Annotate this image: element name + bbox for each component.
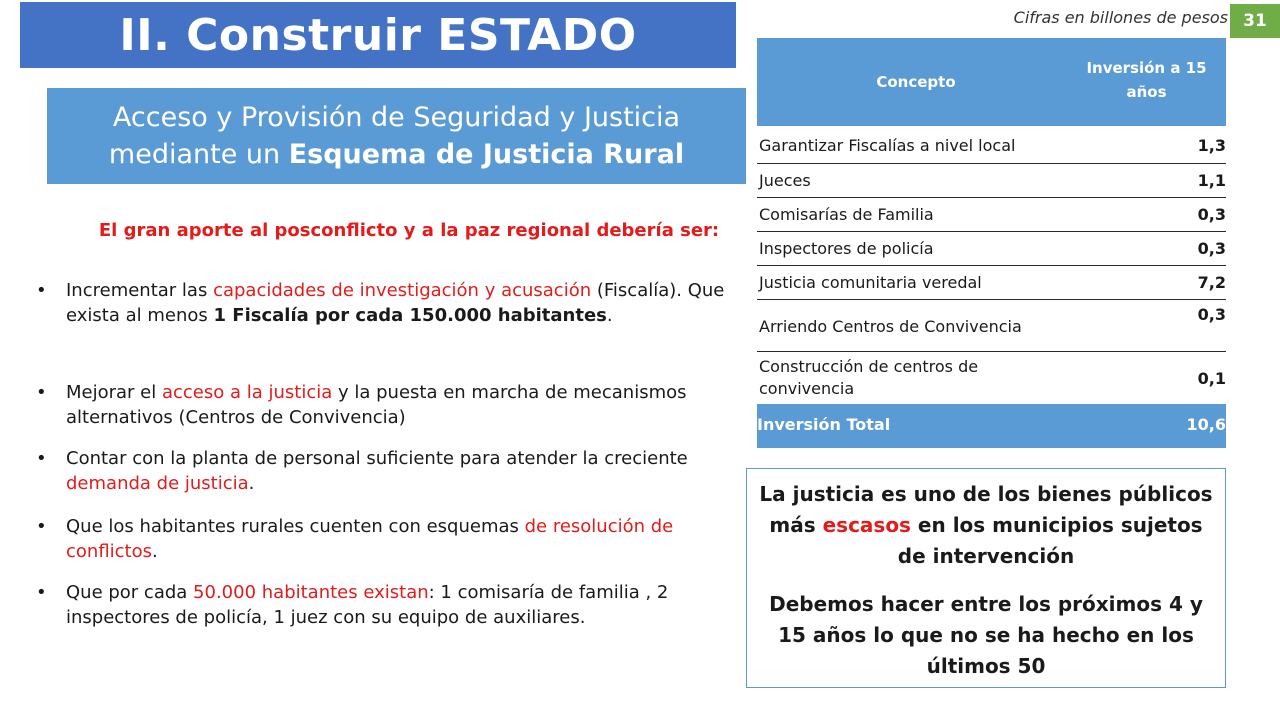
subtitle-line-2-plain: mediante un (108, 139, 289, 170)
subtitle-line-2-bold: Esquema de Justicia Rural (288, 139, 685, 170)
bullet-dot-icon: • (36, 516, 47, 537)
callout-paragraph-2: Debemos hacer entre los próximos 4 y 15 años lo que no se ha hecho en los últimos 50 (769, 592, 1203, 678)
row-value: 7,2 (1197, 273, 1226, 292)
callout-text-part: La justicia es uno de los bienes públicos más (759, 482, 1213, 537)
slide-title: II. Construir ESTADO (20, 2, 736, 68)
bullet-text (66, 278, 748, 328)
row-value: 0,1 (1197, 369, 1226, 388)
subtitle-line-2 (109, 136, 684, 173)
row-value: 0,3 (1197, 205, 1226, 224)
subtitle-box (47, 88, 746, 184)
row-value: 0,3 (1197, 305, 1226, 324)
bullet-highlight: acceso a la justicia (161, 382, 333, 403)
bullet-text-part: y la puesta en marcha de mecanismos alternativos (Centros de Convivencia) (66, 382, 687, 428)
bullet-dot-icon: • (36, 382, 47, 403)
bullet-dot-icon: • (36, 582, 47, 603)
bullet-text-part: Incrementar las (66, 280, 214, 301)
row-value: 0,3 (1197, 239, 1226, 258)
bullet-emphasis: 1 Fiscalía por cada 150.000 habitantes (213, 305, 607, 326)
callout-box (746, 468, 1226, 688)
bullet-highlight: demanda de justicia (66, 473, 249, 494)
bullet-highlight: 50.000 habitantes existan (193, 582, 429, 603)
bullet-text (66, 580, 748, 630)
bullet-item (36, 278, 748, 328)
bullet-dot-icon: • (36, 448, 47, 469)
callout-paragraph-1 (757, 479, 1215, 572)
bullet-highlight: capacidades de investigación y acusación (213, 280, 592, 301)
table-row (757, 198, 1226, 232)
row-concept: Justicia comunitaria veredal (759, 273, 982, 292)
header-investment: Inversión a 15 años (1086, 59, 1207, 101)
table-total-row (757, 404, 1226, 448)
page-number: 31 (1230, 4, 1280, 38)
bullet-text-part: (Fiscalía). Que exista al menos (66, 280, 725, 326)
total-value: 10,6 (1186, 415, 1226, 434)
subtitle-line-1: Acceso y Provisión de Seguridad y Justicia (112, 102, 681, 133)
bullet-dot-icon: • (36, 280, 47, 301)
bullet-text (66, 446, 748, 496)
bullet-text-part: . (606, 305, 613, 326)
units-note: Cifras en billones de pesos (1013, 8, 1228, 27)
row-concept: Construcción de centros de convivencia (759, 357, 979, 398)
row-concept: Arriendo Centros de Convivencia (759, 317, 1022, 336)
row-value: 1,1 (1197, 171, 1226, 190)
bullet-text-part: Contar con la planta de personal suficiente para atender la creciente (66, 448, 688, 469)
table-row (757, 266, 1226, 300)
bullet-text-part: : 1 comisaría de familia , 2 inspectores de policía, 1 juez con su equipo de auxiliares. (66, 582, 669, 628)
bullet-highlight: de resolución de conflictos (66, 516, 674, 562)
bullet-item (36, 514, 748, 564)
bullet-text (66, 514, 748, 564)
lead-statement: El gran aporte al posconflicto y a la paz regional debería ser: (98, 220, 720, 241)
header-concept: Concepto (876, 73, 956, 91)
bullet-item (36, 580, 748, 630)
table-header (757, 38, 1226, 126)
bullet-text (66, 380, 748, 430)
table-row (757, 232, 1226, 266)
bullet-text-part: . (248, 473, 255, 494)
table-row (757, 128, 1226, 164)
table-row (757, 352, 1226, 404)
bullet-text-part: Que por cada (66, 582, 194, 603)
bullet-text-part: . (152, 541, 158, 562)
callout-text-part: en los municipios sujetos de intervención (897, 513, 1203, 568)
row-concept: Garantizar Fiscalías a nivel local (759, 136, 1016, 155)
table-row (757, 164, 1226, 198)
table-row (757, 300, 1226, 352)
bullet-text-part: Que los habitantes rurales cuenten con esquemas (66, 516, 525, 537)
bullet-item (36, 446, 748, 496)
row-concept: Inspectores de policía (759, 239, 934, 258)
bullet-item (36, 380, 748, 430)
callout-highlight: escasos (822, 513, 911, 537)
row-concept: Jueces (759, 171, 811, 190)
total-label: Inversión Total (757, 415, 891, 434)
row-value: 1,3 (1197, 136, 1226, 155)
row-concept: Comisarías de Familia (759, 205, 934, 224)
bullet-text-part: Mejorar el (66, 382, 162, 403)
